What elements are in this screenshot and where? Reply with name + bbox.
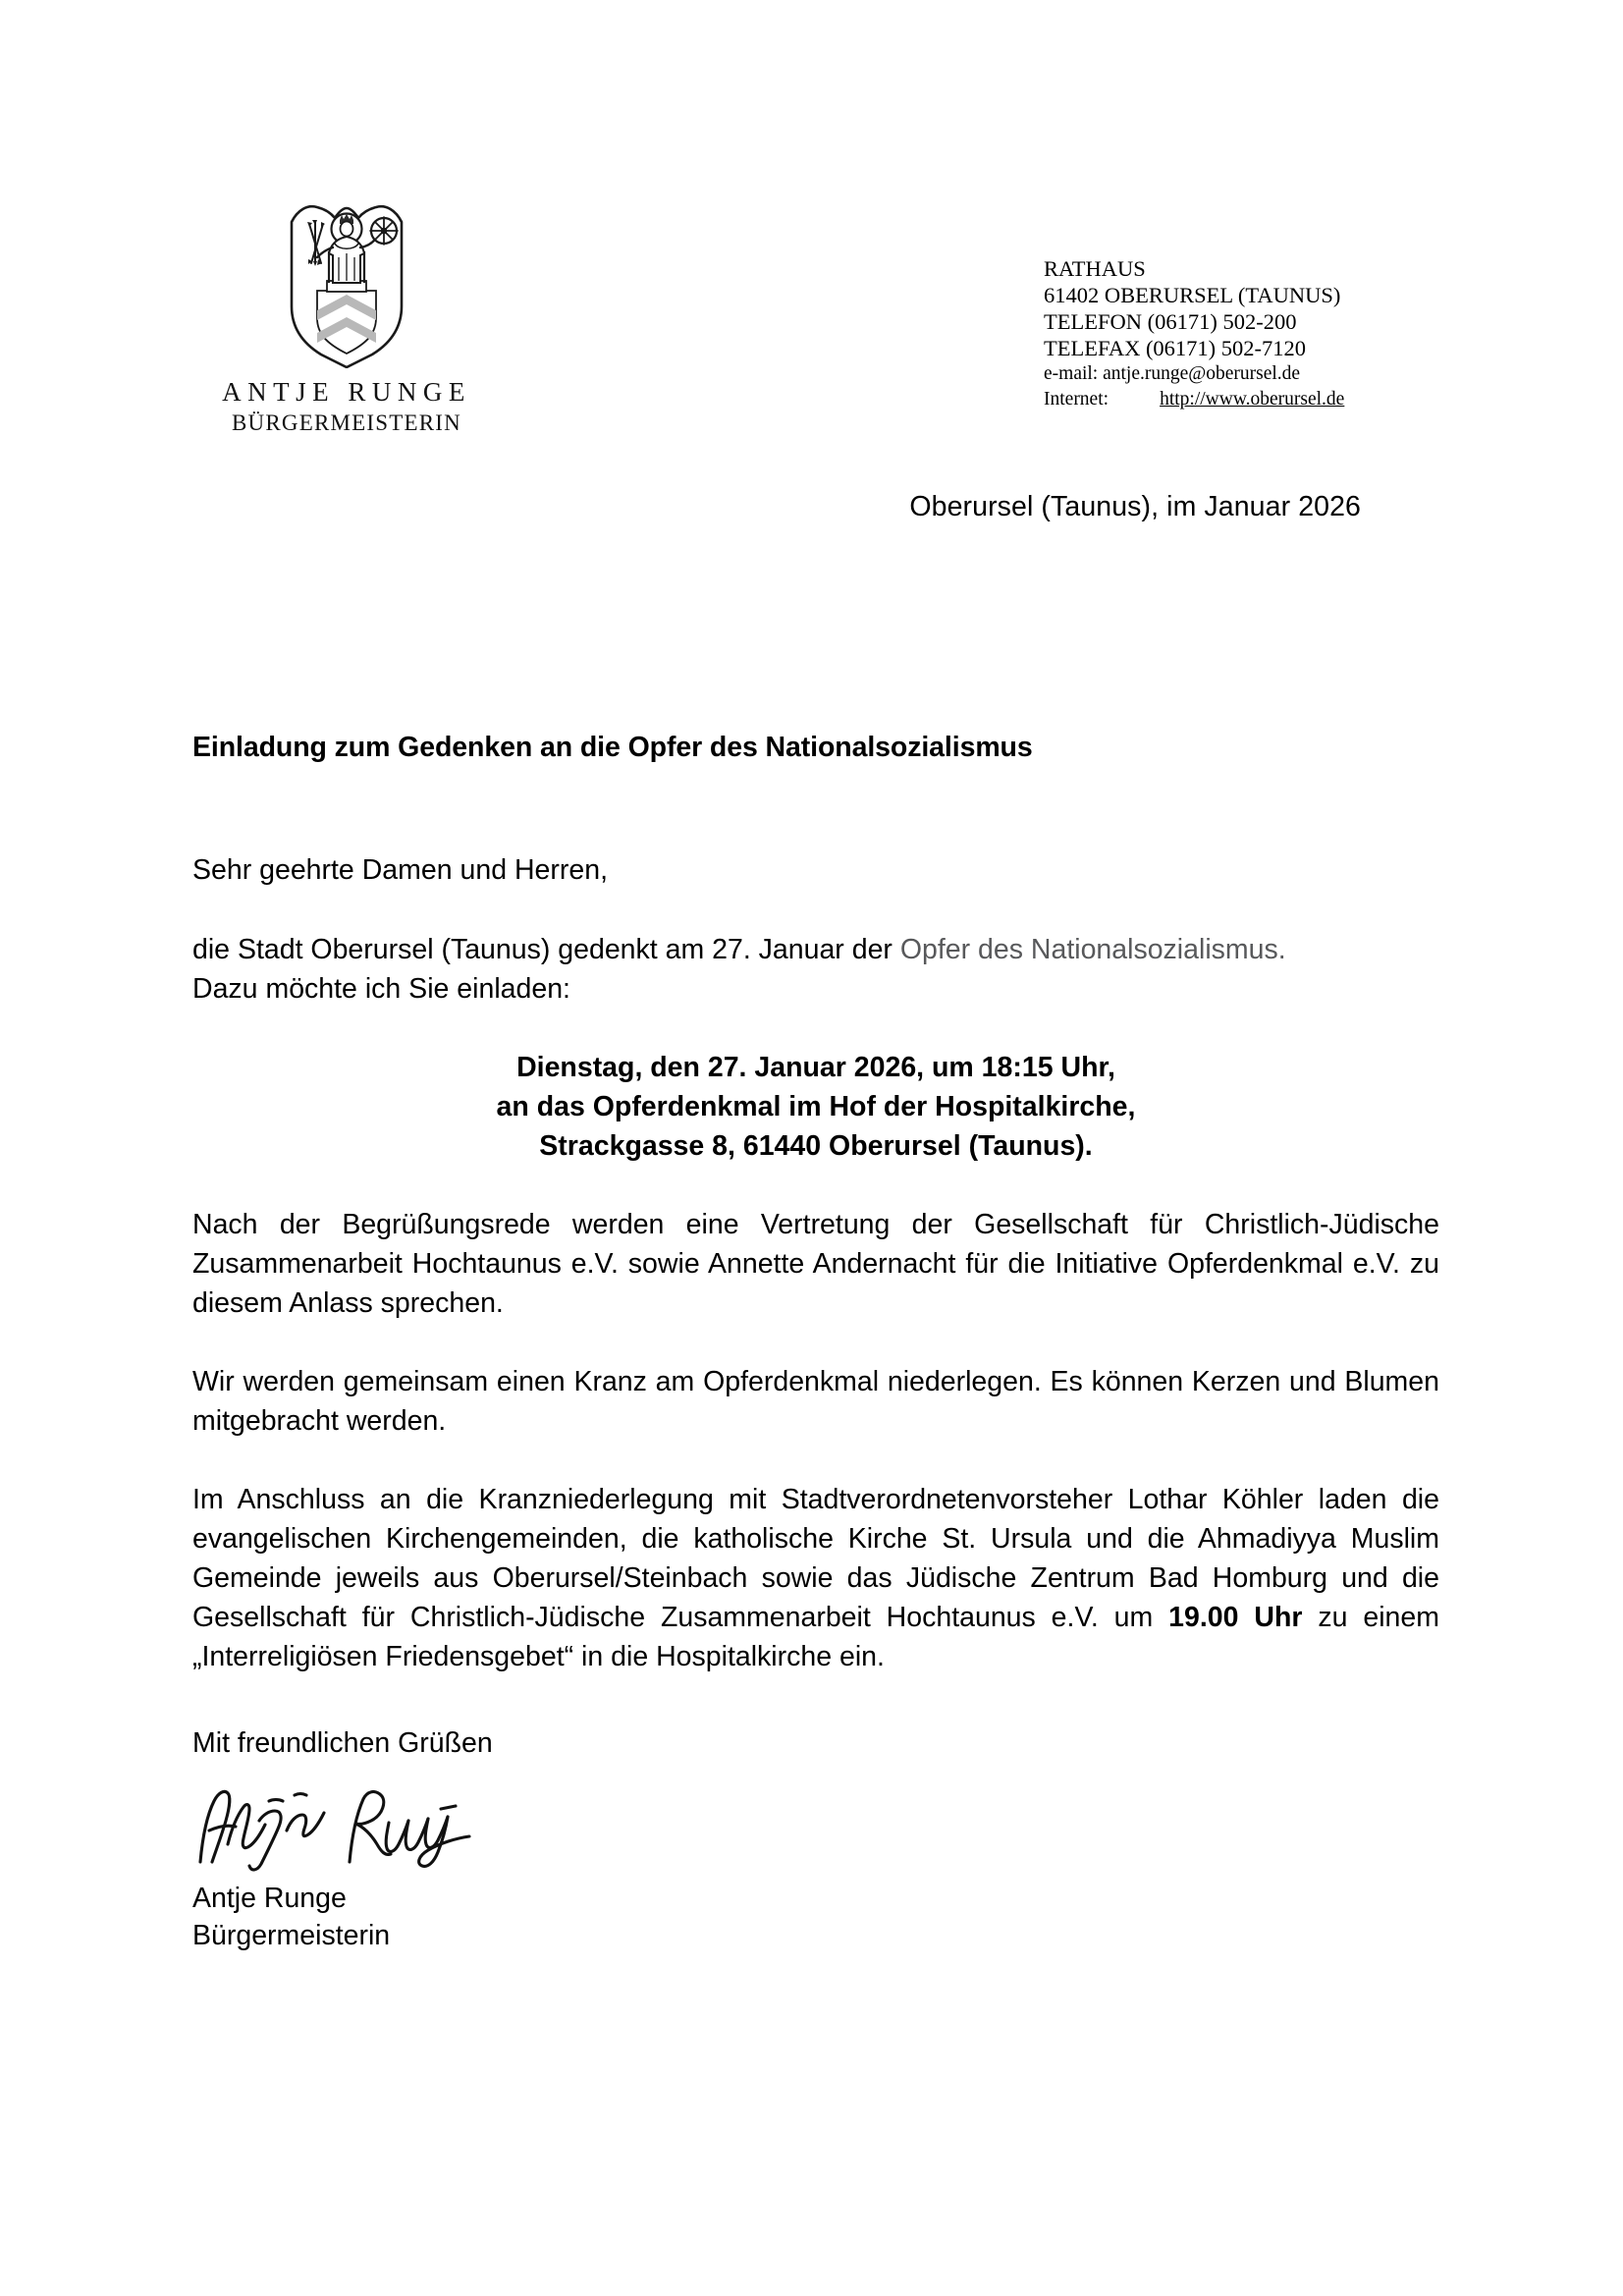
intro-text-a: die Stadt Oberursel (Taunus) gedenkt am 27. Januar der bbox=[192, 934, 900, 965]
contact-city: 61402 OBERURSEL (TAUNUS) bbox=[1044, 283, 1341, 307]
contact-telephone: TELEFON (06171) 502-200 bbox=[1044, 309, 1297, 334]
paragraph-speakers: Nach der Begrüßungsrede werden eine Vertretung der Gesellschaft für Christlich-Jüdische Zusammenarbeit Hochtaunus e.V. sowie Annette Andernacht für die Initiative Opferdenkmal e.V. zu diesem Anlass sprechen. bbox=[192, 1209, 1439, 1319]
contact-rathaus: RATHAUS bbox=[1044, 256, 1146, 281]
contact-internet bbox=[1044, 387, 1344, 412]
contact-telefax: TELEFAX (06171) 502-7120 bbox=[1044, 336, 1307, 360]
letter-salutation: Sehr geehrte Damen und Herren, bbox=[192, 854, 608, 886]
letter-body bbox=[192, 732, 1439, 1954]
signoff-role: Bürgermeisterin bbox=[192, 1920, 391, 1951]
event-details bbox=[192, 1048, 1439, 1166]
signoff-name: Antje Runge bbox=[192, 1883, 347, 1914]
paragraph-wreath: Wir werden gemeinsam einen Kranz am Opferdenkmal niederlegen. Es können Kerzen und Blumen mitgebracht werden. bbox=[192, 1366, 1439, 1437]
event-line-location: an das Opferdenkmal im Hof der Hospitalkirche, bbox=[496, 1091, 1136, 1122]
letterhead-role: BÜRGERMEISTERIN bbox=[232, 410, 461, 435]
signoff bbox=[192, 1880, 1439, 1954]
prayer-text-a: Im Anschluss an die Kranzniederlegung mit Stadtverordnetenvorsteher Lothar Köhler laden die evangelischen Kirchengemeinden, die katholische Kirche St. Ursula und die Ahmadiyya Muslim Gemeinde jeweils aus Oberursel/Steinbach sowie das Jüdische Zentrum Bad Homburg und die Gesellschaft für Christlich-Jüdische Zusammenarbeit Hochtaunus e.V. um bbox=[192, 1484, 1439, 1633]
event-line-datetime: Dienstag, den 27. Januar 2026, um 18:15 Uhr, bbox=[516, 1052, 1115, 1083]
crest-block bbox=[204, 196, 489, 436]
intro-text-b: Dazu möchte ich Sie einladen: bbox=[192, 973, 570, 1005]
contact-internet-url[interactable]: http://www.oberursel.de bbox=[1160, 389, 1345, 410]
event-line-address: Strackgasse 8, 61440 Oberursel (Taunus). bbox=[539, 1130, 1093, 1162]
paragraph-intro bbox=[192, 930, 1439, 1009]
letterhead-name: ANTJE RUNGE bbox=[222, 377, 471, 407]
contact-internet-label: Internet: bbox=[1044, 389, 1109, 410]
paragraph-prayer bbox=[192, 1480, 1439, 1676]
intro-text-dim: Opfer des Nationalsozialismus. bbox=[899, 934, 1286, 965]
coat-of-arms-icon bbox=[282, 196, 411, 368]
letter-closing: Mit freundlichen Grüßen bbox=[192, 1727, 493, 1759]
signature-block bbox=[192, 1772, 1439, 1880]
letter-subject: Einladung zum Gedenken an die Opfer des Nationalsozialismus bbox=[192, 732, 1033, 763]
prayer-text-c: zu einem „Interreligiösen Friedensgebet“ in die Hospitalkirche ein. bbox=[192, 1602, 1439, 1672]
prayer-time-bold: 19.00 Uhr bbox=[1168, 1602, 1303, 1633]
contact-block bbox=[1044, 255, 1344, 412]
dateline: Oberursel (Taunus), im Januar 2026 bbox=[909, 491, 1361, 522]
contact-email[interactable]: e-mail: antje.runge@oberursel.de bbox=[1044, 363, 1301, 384]
signature-icon bbox=[192, 1772, 516, 1875]
letterhead bbox=[0, 196, 1623, 452]
